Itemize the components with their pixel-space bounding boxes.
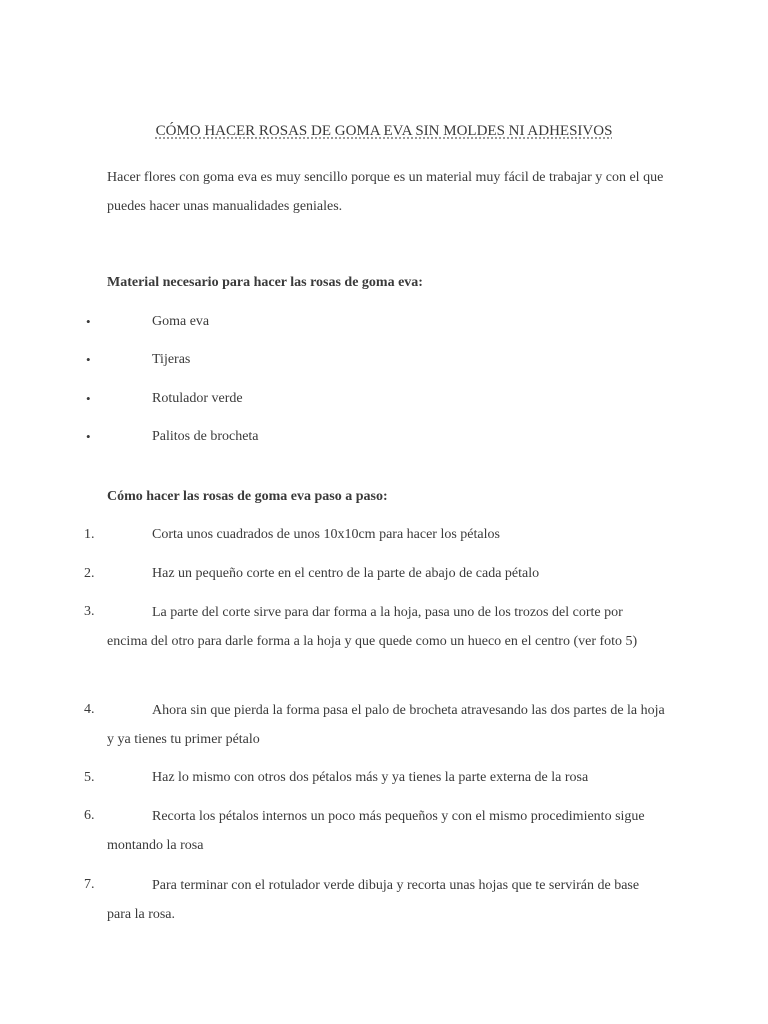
- bullet-marker: •: [86, 429, 91, 444]
- list-item-text: Rotulador verde: [152, 391, 243, 406]
- list-item-text: Goma eva: [152, 314, 210, 329]
- step-text: La parte del corte sirve para dar forma a la hoja, pasa uno de los trozos del corte por encima del otro para darle forma a la hoja y que quede como un hueco en el centro (ver foto 5): [107, 605, 638, 649]
- bullet-marker: •: [86, 314, 91, 329]
- step-number: 5.: [84, 770, 95, 785]
- step-text: Recorta los pétalos internos un poco más pequeños y con el mismo procedimiento sigue montando la rosa: [107, 809, 645, 853]
- bullet-marker: •: [86, 391, 91, 406]
- step-text: Para terminar con el rotulador verde dibuja y recorta unas hojas que te servirán de base para la rosa.: [107, 878, 640, 922]
- list-item-text: Tijeras: [152, 352, 191, 367]
- materials-heading: Material necesario para hacer las rosas de goma eva:: [107, 275, 423, 290]
- list-item-text: Palitos de brocheta: [152, 429, 259, 444]
- step-text: Haz lo mismo con otros dos pétalos más y ya tienes la parte externa de la rosa: [152, 770, 589, 785]
- step-number: 3.: [84, 604, 95, 619]
- step-number: 6.: [84, 808, 95, 823]
- step-number: 1.: [84, 527, 95, 542]
- step-number: 4.: [84, 702, 95, 717]
- steps-heading: Cómo hacer las rosas de goma eva paso a paso:: [107, 489, 388, 504]
- step-text: Haz un pequeño corte en el centro de la parte de abajo de cada pétalo: [152, 566, 540, 581]
- document-title: CÓMO HACER ROSAS DE GOMA EVA SIN MOLDES NI ADHESIVOS: [155, 123, 613, 139]
- step-text: Ahora sin que pierda la forma pasa el palo de brocheta atravesando las dos partes de la hoja y ya tienes tu primer pétalo: [107, 703, 665, 747]
- step-text: Corta unos cuadrados de unos 10x10cm para hacer los pétalos: [152, 527, 500, 542]
- bullet-marker: •: [86, 352, 91, 367]
- step-number: 2.: [84, 566, 95, 581]
- step-number: 7.: [84, 877, 95, 892]
- intro-paragraph: Hacer flores con goma eva es muy sencillo porque es un material muy fácil de trabajar y con el que puedes hacer unas manualidades geniales.: [107, 170, 664, 214]
